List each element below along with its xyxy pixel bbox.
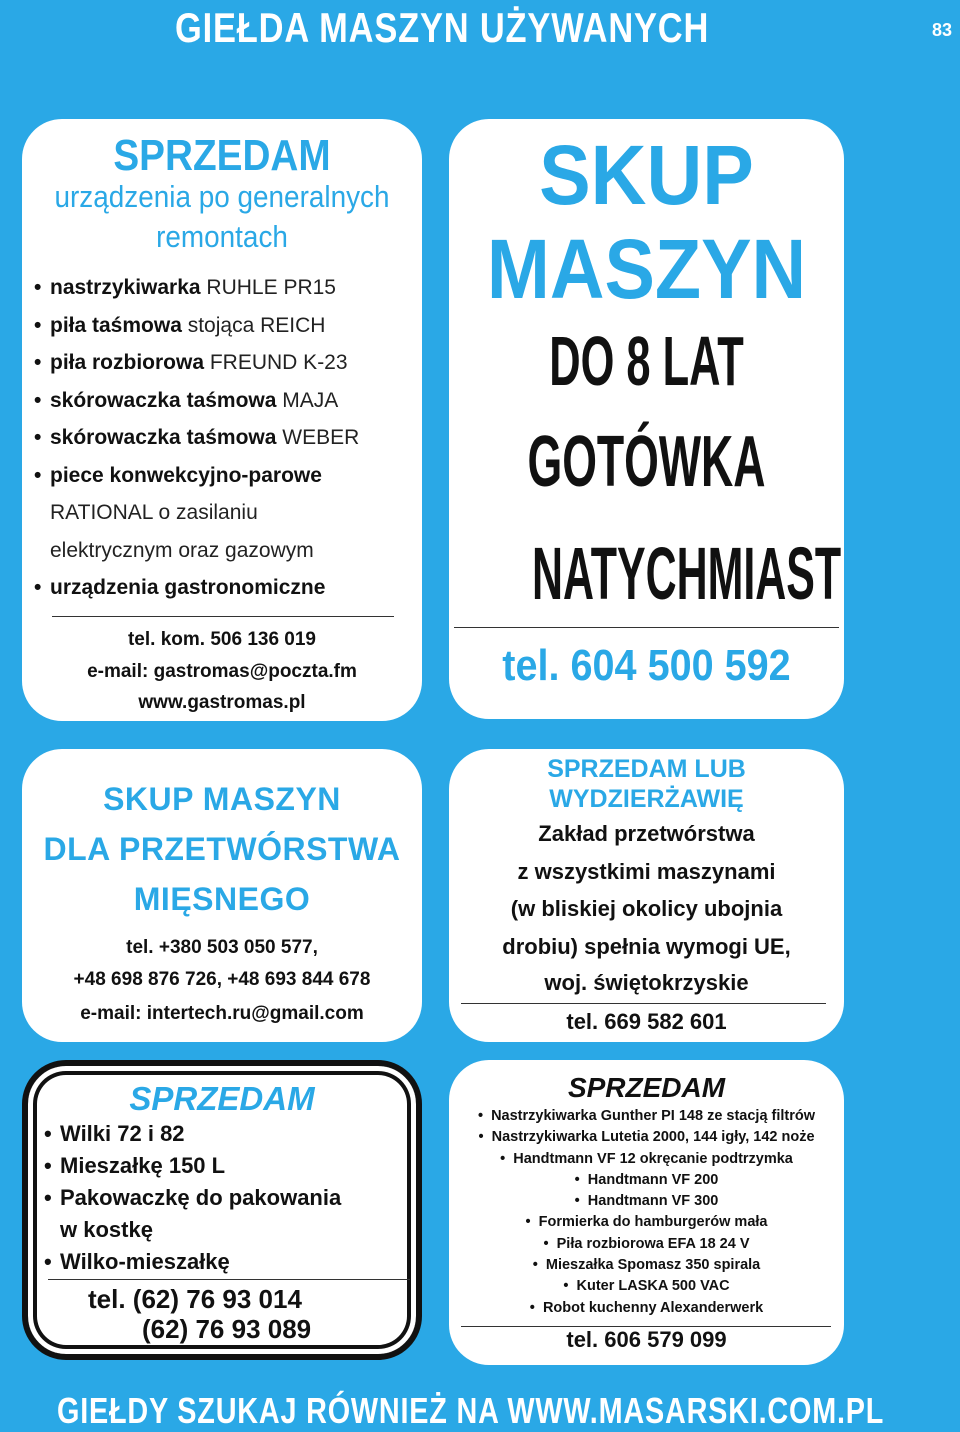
divider [454, 627, 839, 628]
ad1-item-list [34, 269, 420, 607]
ad1-item-bold: urządzenia gastronomiczne [50, 576, 326, 599]
ad6-list-item: • Formierka do hamburgerów mała [449, 1212, 844, 1233]
ad1-phone: tel. kom. 506 136 019 [127, 629, 316, 650]
ad4-text2: z wszystkimi maszynami [517, 859, 776, 884]
ad-gastromas [22, 119, 422, 721]
ad-handtmann [449, 1060, 844, 1365]
ad4-line1: SPRZEDAM LUB [547, 755, 746, 783]
ad-wydzierzawie [449, 749, 844, 1042]
ad6-list-item: • Handtmann VF 300 [449, 1191, 844, 1212]
ad1-subtitle-line2: remontach [156, 219, 288, 254]
ad6-list-item: • Handtmann VF 200 [449, 1170, 844, 1191]
ad1-item-bold: skórowaczka taśmowa [50, 388, 277, 412]
ad1-item-light: WEBER [276, 426, 360, 449]
ad1-list-item [34, 494, 420, 532]
ad1-list-item [34, 457, 420, 495]
ad-skup-maszyn [449, 119, 844, 719]
page-title: GIEŁDA MASZYN UŻYWANYCH [175, 4, 710, 51]
ad1-list-item [34, 269, 420, 307]
ad1-item-light: RUHLE PR15 [200, 276, 336, 299]
ad6-title: SPRZEDAM [567, 1072, 726, 1103]
ad5-list-item: • Mieszałkę 150 L [44, 1150, 341, 1182]
ad5-list-item: • Wilki 72 i 82 [44, 1118, 341, 1150]
ad1-list-item [34, 307, 420, 345]
ad6-list-item: • Handtmann VF 12 okręcanie podtrzymka [449, 1149, 844, 1170]
ad1-list-item [34, 344, 420, 382]
ad6-phone: tel. 606 579 099 [566, 1327, 727, 1352]
ad5-title: SPRZEDAM [129, 1080, 315, 1117]
divider [461, 1003, 826, 1004]
ad1-item-light: RATIONAL o zasilaniu [50, 501, 258, 524]
page-number: 83 [931, 20, 952, 40]
ad2-phone: tel. 604 500 592 [502, 641, 791, 690]
ad5-list-item: • Pakowaczkę do pakowania [44, 1182, 341, 1214]
ad-wilki [22, 1060, 422, 1360]
ad2-line2: MASZYN [486, 222, 807, 316]
ad1-title: SPRZEDAM [113, 131, 331, 180]
ad1-item-light: elektrycznym oraz gazowym [50, 538, 314, 562]
ad1-subtitle [42, 177, 402, 257]
ad3-email[interactable]: e-mail: intertech.ru@gmail.com [80, 1003, 364, 1024]
ad4-text4: drobiu) spełnia wymogi UE, [502, 934, 791, 959]
ad6-item-list [449, 1106, 844, 1319]
divider [52, 616, 394, 617]
ad3-line1: SKUP MASZYN [103, 781, 341, 817]
ad6-list-item: • Nastrzykiwarka Lutetia 2000, 144 igły, 142 noże [449, 1127, 844, 1148]
ad4-text1: Zakład przetwórstwa [538, 821, 755, 846]
ad5-item-list [44, 1118, 341, 1278]
ad1-email[interactable]: e-mail: gastromas@poczta.fm [87, 661, 357, 682]
ad5-phone2: (62) 76 93 089 [142, 1314, 312, 1344]
ad6-list-item: • Kuter LASKA 500 VAC [449, 1276, 844, 1297]
ad4-text5: woj. świętokrzyskie [544, 970, 749, 995]
ad1-list-item [34, 532, 420, 570]
ad5-phone1: tel. (62) 76 93 014 [88, 1284, 302, 1314]
ad1-list-item [34, 569, 420, 607]
ad4-line2: WYDZIERŻAWIĘ [549, 785, 744, 813]
ad1-website[interactable]: www.gastromas.pl [138, 692, 306, 713]
ad4-text3: (w bliskiej okolicy ubojnia [510, 896, 783, 921]
ad1-item-bold: piła taśmowa [50, 313, 182, 337]
ad6-list-item: • Piła rozbiorowa EFA 18 24 V [449, 1234, 844, 1255]
ad1-item-bold: nastrzykiwarka [50, 276, 201, 299]
ad3-line3: MIĘSNEGO [133, 881, 311, 917]
ad3-phone1: tel. +380 503 050 577, [126, 937, 318, 958]
footer-link[interactable]: GIEŁDY SZUKAJ RÓWNIEŻ NA WWW.MASARSKI.COM.PL [57, 1390, 885, 1431]
divider [48, 1279, 410, 1280]
ad1-item-light: MAJA [276, 388, 339, 412]
ad3-line2: DLA PRZETWÓRSTWA [43, 831, 401, 867]
ad5-list-item: • Wilko-mieszałkę [44, 1246, 341, 1278]
ad2-line4: GOTÓWKA [527, 422, 766, 502]
ad2-line3: DO 8 LAT [549, 322, 744, 400]
ad5-list-item: w kostkę [60, 1217, 153, 1242]
ad2-line1: SKUP [539, 128, 754, 222]
ad1-subtitle-line1: urządzenia po generalnych [54, 179, 390, 214]
ad6-list-item: • Mieszałka Spomasz 350 spirala [449, 1255, 844, 1276]
ad-intertech [22, 749, 422, 1042]
ad1-list-item [34, 419, 420, 457]
ad3-phone2: +48 698 876 726, +48 693 844 678 [73, 969, 371, 990]
ad6-list-item: • Nastrzykiwarka Gunther PI 148 ze stacją filtrów [449, 1106, 844, 1127]
ad2-line5: NATYCHMIAST [531, 532, 842, 615]
ad1-item-light: stojąca REICH [181, 313, 326, 337]
ad6-list-item: • Robot kuchenny Alexanderwerk [449, 1298, 844, 1319]
ad1-list-item [34, 382, 420, 420]
ad1-item-bold: piece konwekcyjno-parowe [50, 463, 322, 487]
ad1-item-bold: skórowaczka taśmowa [50, 426, 277, 449]
ad4-phone: tel. 669 582 601 [566, 1009, 727, 1034]
ad1-item-bold: piła rozbiorowa [50, 351, 205, 374]
ad1-item-light: FREUND K-23 [204, 351, 348, 374]
